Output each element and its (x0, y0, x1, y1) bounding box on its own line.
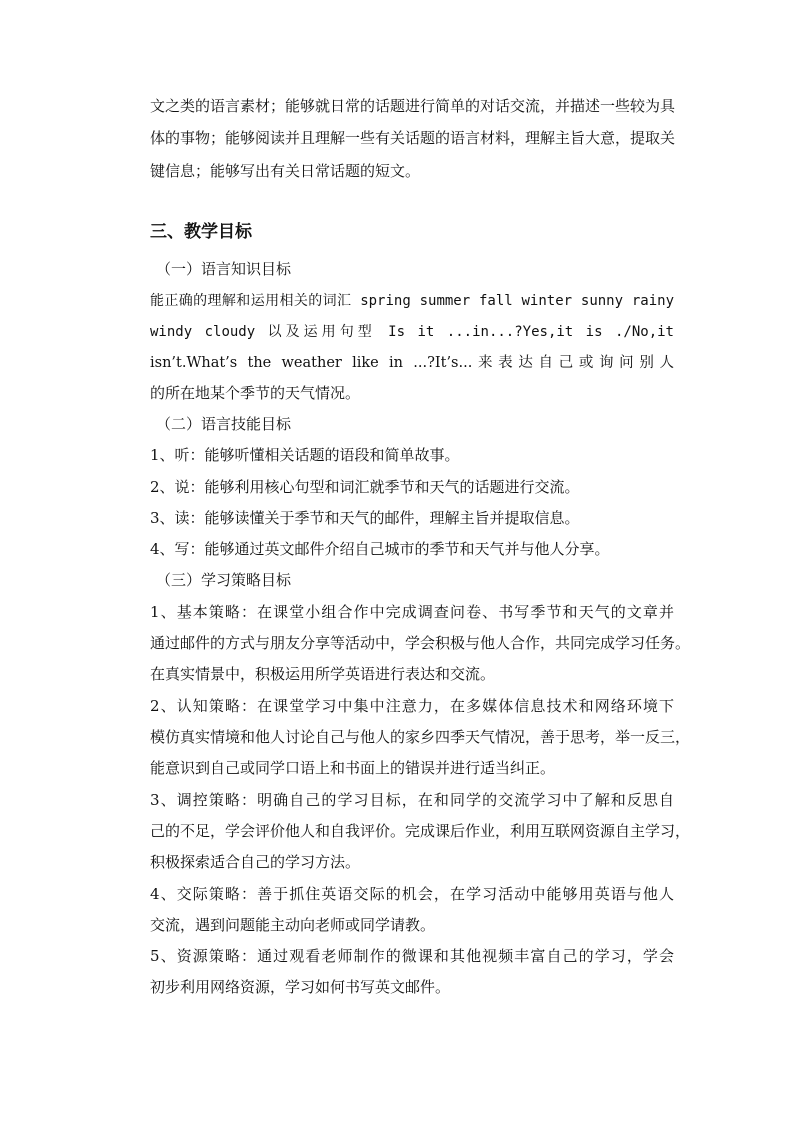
skill-item: 2、说：能够利用核心句型和词汇就季节和天气的话题进行交流。 (150, 478, 580, 496)
knowledge-line: isn’t.What’s the weather like in ...?It’s...来表达自己或询问别人 (150, 355, 674, 371)
intro-line: 文之类的语言素材；能够就日常的话题进行简单的对话交流，并描述一些较为具 (150, 97, 676, 115)
strategy-line: 能意识到自己或同学口语上和书面上的错误并进行适当纠正。 (150, 759, 556, 777)
intro-line: 键信息；能够写出有关日常话题的短文。 (150, 162, 421, 180)
intro-line: 体的事物；能够阅读并且理解一些有关话题的语言材料，理解主旨大意，提取关 (150, 129, 676, 147)
strategy-line: 2、认知策略：在课堂学习中集中注意力，在多媒体信息技术和网络环境下 (150, 697, 674, 715)
knowledge-line: windy cloudy 以及运用句型 Is it ...in...?Yes,it is ./No,it (150, 324, 674, 340)
subsection-heading: （一）语言知识目标 (156, 260, 292, 278)
strategy-line: 交流，遇到问题能主动向老师或同学请教。 (150, 916, 436, 934)
strategy-line: 3、调控策略：明确自己的学习目标，在和同学的交流学习中了解和反思自 (150, 791, 674, 809)
strategy-line: 1、基本策略：在课堂小组合作中完成调查问卷、书写季节和天气的文章并 (150, 603, 674, 621)
skill-item: 4、写：能够通过英文邮件介绍自己城市的季节和天气并与他人分享。 (150, 540, 610, 558)
knowledge-line: 能正确的理解和运用相关的词汇 spring summer fall winter sunny rainy (150, 293, 674, 309)
strategy-line: 4、交际策略：善于抓住英语交际的机会，在学习活动中能够用英语与他人 (150, 885, 674, 903)
strategy-line: 积极探索适合自己的学习方法。 (150, 853, 361, 871)
strategy-line: 己的不足，学会评价他人和自我评价。完成课后作业，利用互联网资源自主学习， (150, 822, 691, 840)
skill-item: 3、读：能够读懂关于季节和天气的邮件，理解主旨并提取信息。 (150, 509, 580, 527)
strategy-line: 5、资源策略：通过观看老师制作的微课和其他视频丰富自己的学习，学会 (150, 947, 674, 965)
subsection-heading: （三）学习策略目标 (156, 571, 292, 589)
skill-item: 1、听：能够听懂相关话题的语段和简单故事。 (150, 446, 460, 464)
strategy-line: 通过邮件的方式与朋友分享等活动中，学会积极与他人合作，共同完成学习任务。 (150, 634, 691, 652)
knowledge-line: 的所在地某个季节的天气情况。 (150, 384, 361, 402)
strategy-line: 模仿真实情境和他人讨论自己与他人的家乡四季天气情况，善于思考，举一反三， (150, 728, 691, 746)
section-heading: 三、教学目标 (150, 222, 252, 242)
strategy-line: 初步利用网络资源，学习如何书写英文邮件。 (150, 978, 451, 996)
subsection-heading: （二）语言技能目标 (156, 415, 292, 433)
strategy-line: 在真实情景中，积极运用所学英语进行表达和交流。 (150, 665, 496, 683)
